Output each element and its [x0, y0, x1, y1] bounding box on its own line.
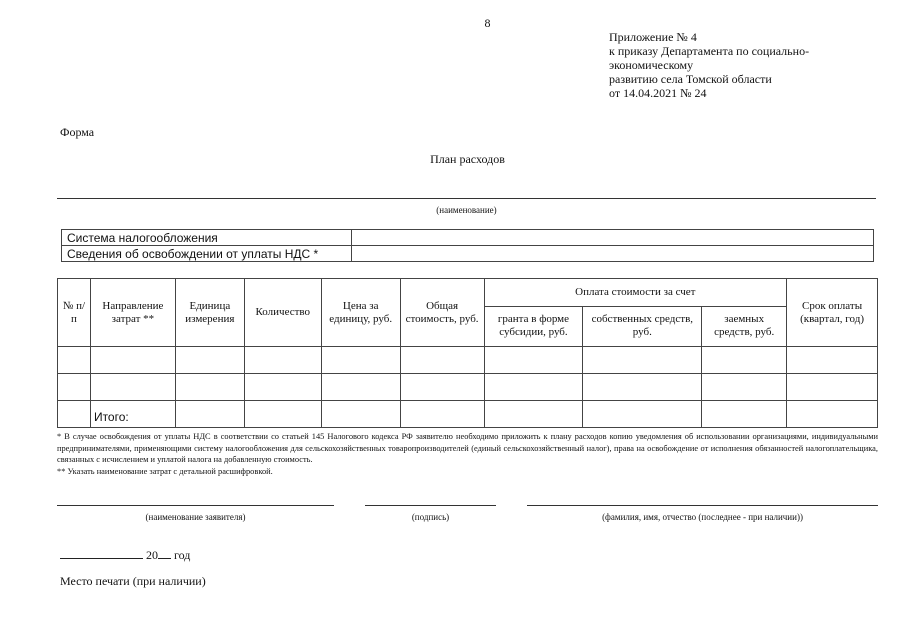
date-line	[60, 547, 190, 563]
total-label: Итого:	[90, 401, 175, 428]
footnotes	[57, 431, 878, 477]
table-cell[interactable]	[702, 374, 787, 401]
table-cell[interactable]	[321, 401, 400, 428]
fio-line	[527, 505, 878, 506]
signature-caption: (подпись)	[411, 512, 450, 522]
header-unit: Единица измерения	[175, 279, 244, 347]
appendix-line: развитию села Томской области	[609, 72, 772, 86]
table-header-row	[58, 279, 878, 307]
footnote-vat: * В случае освобождения от уплаты НДС в соответствии со статьей 145 Налогового кодекса РФ заявителю необходимо приложить к плану расходов копию уведомления об использовании организациями, индивидуальными предпринимателями, применяющими систему налогообложения для сельскохозяйственных товаропроизводителей (единый сельскохозяйственный налог), права на освобождение от исполнения обязанностей налогоплательщика, связанных с исчислением и уплатой налога на добавленную стоимость.	[57, 432, 878, 464]
header-direction: Направление затрат **	[90, 279, 175, 347]
tax-system-label: Система налогообложения	[62, 230, 352, 246]
table-cell[interactable]	[400, 374, 484, 401]
table-row	[58, 347, 878, 374]
year-suffix: год	[171, 548, 191, 562]
table-cell[interactable]	[484, 374, 583, 401]
table-cell[interactable]	[175, 401, 244, 428]
signature-line	[365, 505, 496, 506]
page-number: 8	[484, 16, 491, 30]
appendix-header	[609, 30, 809, 100]
applicant-line	[57, 505, 334, 506]
header-total-cost: Общая стоимость, руб.	[400, 279, 484, 347]
table-cell[interactable]	[583, 347, 702, 374]
table-row	[62, 246, 874, 262]
vat-exemption-label: Сведения об освобождении от уплаты НДС *	[62, 246, 352, 262]
fio-caption: (фамилия, имя, отчество (последнее - при наличии))	[602, 512, 803, 522]
header-num: № п/п	[58, 279, 91, 347]
table-cell[interactable]	[583, 401, 702, 428]
year-blank[interactable]	[158, 547, 171, 559]
table-cell[interactable]	[400, 347, 484, 374]
table-cell[interactable]	[400, 401, 484, 428]
table-cell[interactable]	[321, 374, 400, 401]
header-term: Срок оплаты (квартал, год)	[787, 279, 878, 347]
name-line	[57, 198, 876, 199]
table-cell[interactable]	[58, 374, 91, 401]
header-borrowed: заемных средств, руб.	[702, 306, 787, 346]
table-row	[62, 230, 874, 246]
table-cell[interactable]	[787, 347, 878, 374]
table-cell[interactable]	[787, 401, 878, 428]
appendix-line: Приложение № 4	[609, 30, 697, 44]
header-price: Цена за единицу, руб.	[321, 279, 400, 347]
table-row	[58, 374, 878, 401]
vat-exemption-value[interactable]	[352, 246, 874, 262]
table-cell[interactable]	[175, 374, 244, 401]
year-prefix: 20	[143, 548, 158, 562]
table-cell[interactable]	[484, 347, 583, 374]
table-cell[interactable]	[90, 374, 175, 401]
header-grant: гранта в форме субсидии, руб.	[484, 306, 583, 346]
table-cell[interactable]	[484, 401, 583, 428]
appendix-line: экономическому	[609, 58, 694, 72]
tax-info-table	[61, 229, 874, 262]
appendix-line: от 14.04.2021 № 24	[609, 86, 707, 100]
date-blank[interactable]	[60, 547, 143, 559]
appendix-line: к приказу Департамента по социально-	[609, 44, 810, 58]
footnote-direction: ** Указать наименование затрат с детальной расшифровкой.	[57, 466, 273, 476]
total-row	[58, 401, 878, 428]
table-cell[interactable]	[583, 374, 702, 401]
stamp-place: Место печати (при наличии)	[60, 574, 206, 588]
expense-table	[57, 278, 878, 428]
applicant-caption: (наименование заявителя)	[145, 512, 246, 522]
table-cell[interactable]	[321, 347, 400, 374]
form-label: Форма	[60, 125, 95, 139]
table-cell[interactable]	[787, 374, 878, 401]
table-cell	[58, 401, 91, 428]
page-title: План расходов	[430, 152, 505, 166]
header-payment-group: Оплата стоимости за счет	[484, 279, 787, 307]
table-cell[interactable]	[90, 347, 175, 374]
table-cell[interactable]	[175, 347, 244, 374]
table-cell[interactable]	[244, 401, 321, 428]
table-cell[interactable]	[58, 347, 91, 374]
table-cell[interactable]	[702, 347, 787, 374]
table-cell[interactable]	[244, 347, 321, 374]
tax-system-value[interactable]	[352, 230, 874, 246]
table-cell[interactable]	[244, 374, 321, 401]
header-quantity: Количество	[244, 279, 321, 347]
table-cell[interactable]	[702, 401, 787, 428]
name-caption: (наименование)	[436, 205, 497, 215]
header-own: собственных средств, руб.	[583, 306, 702, 346]
